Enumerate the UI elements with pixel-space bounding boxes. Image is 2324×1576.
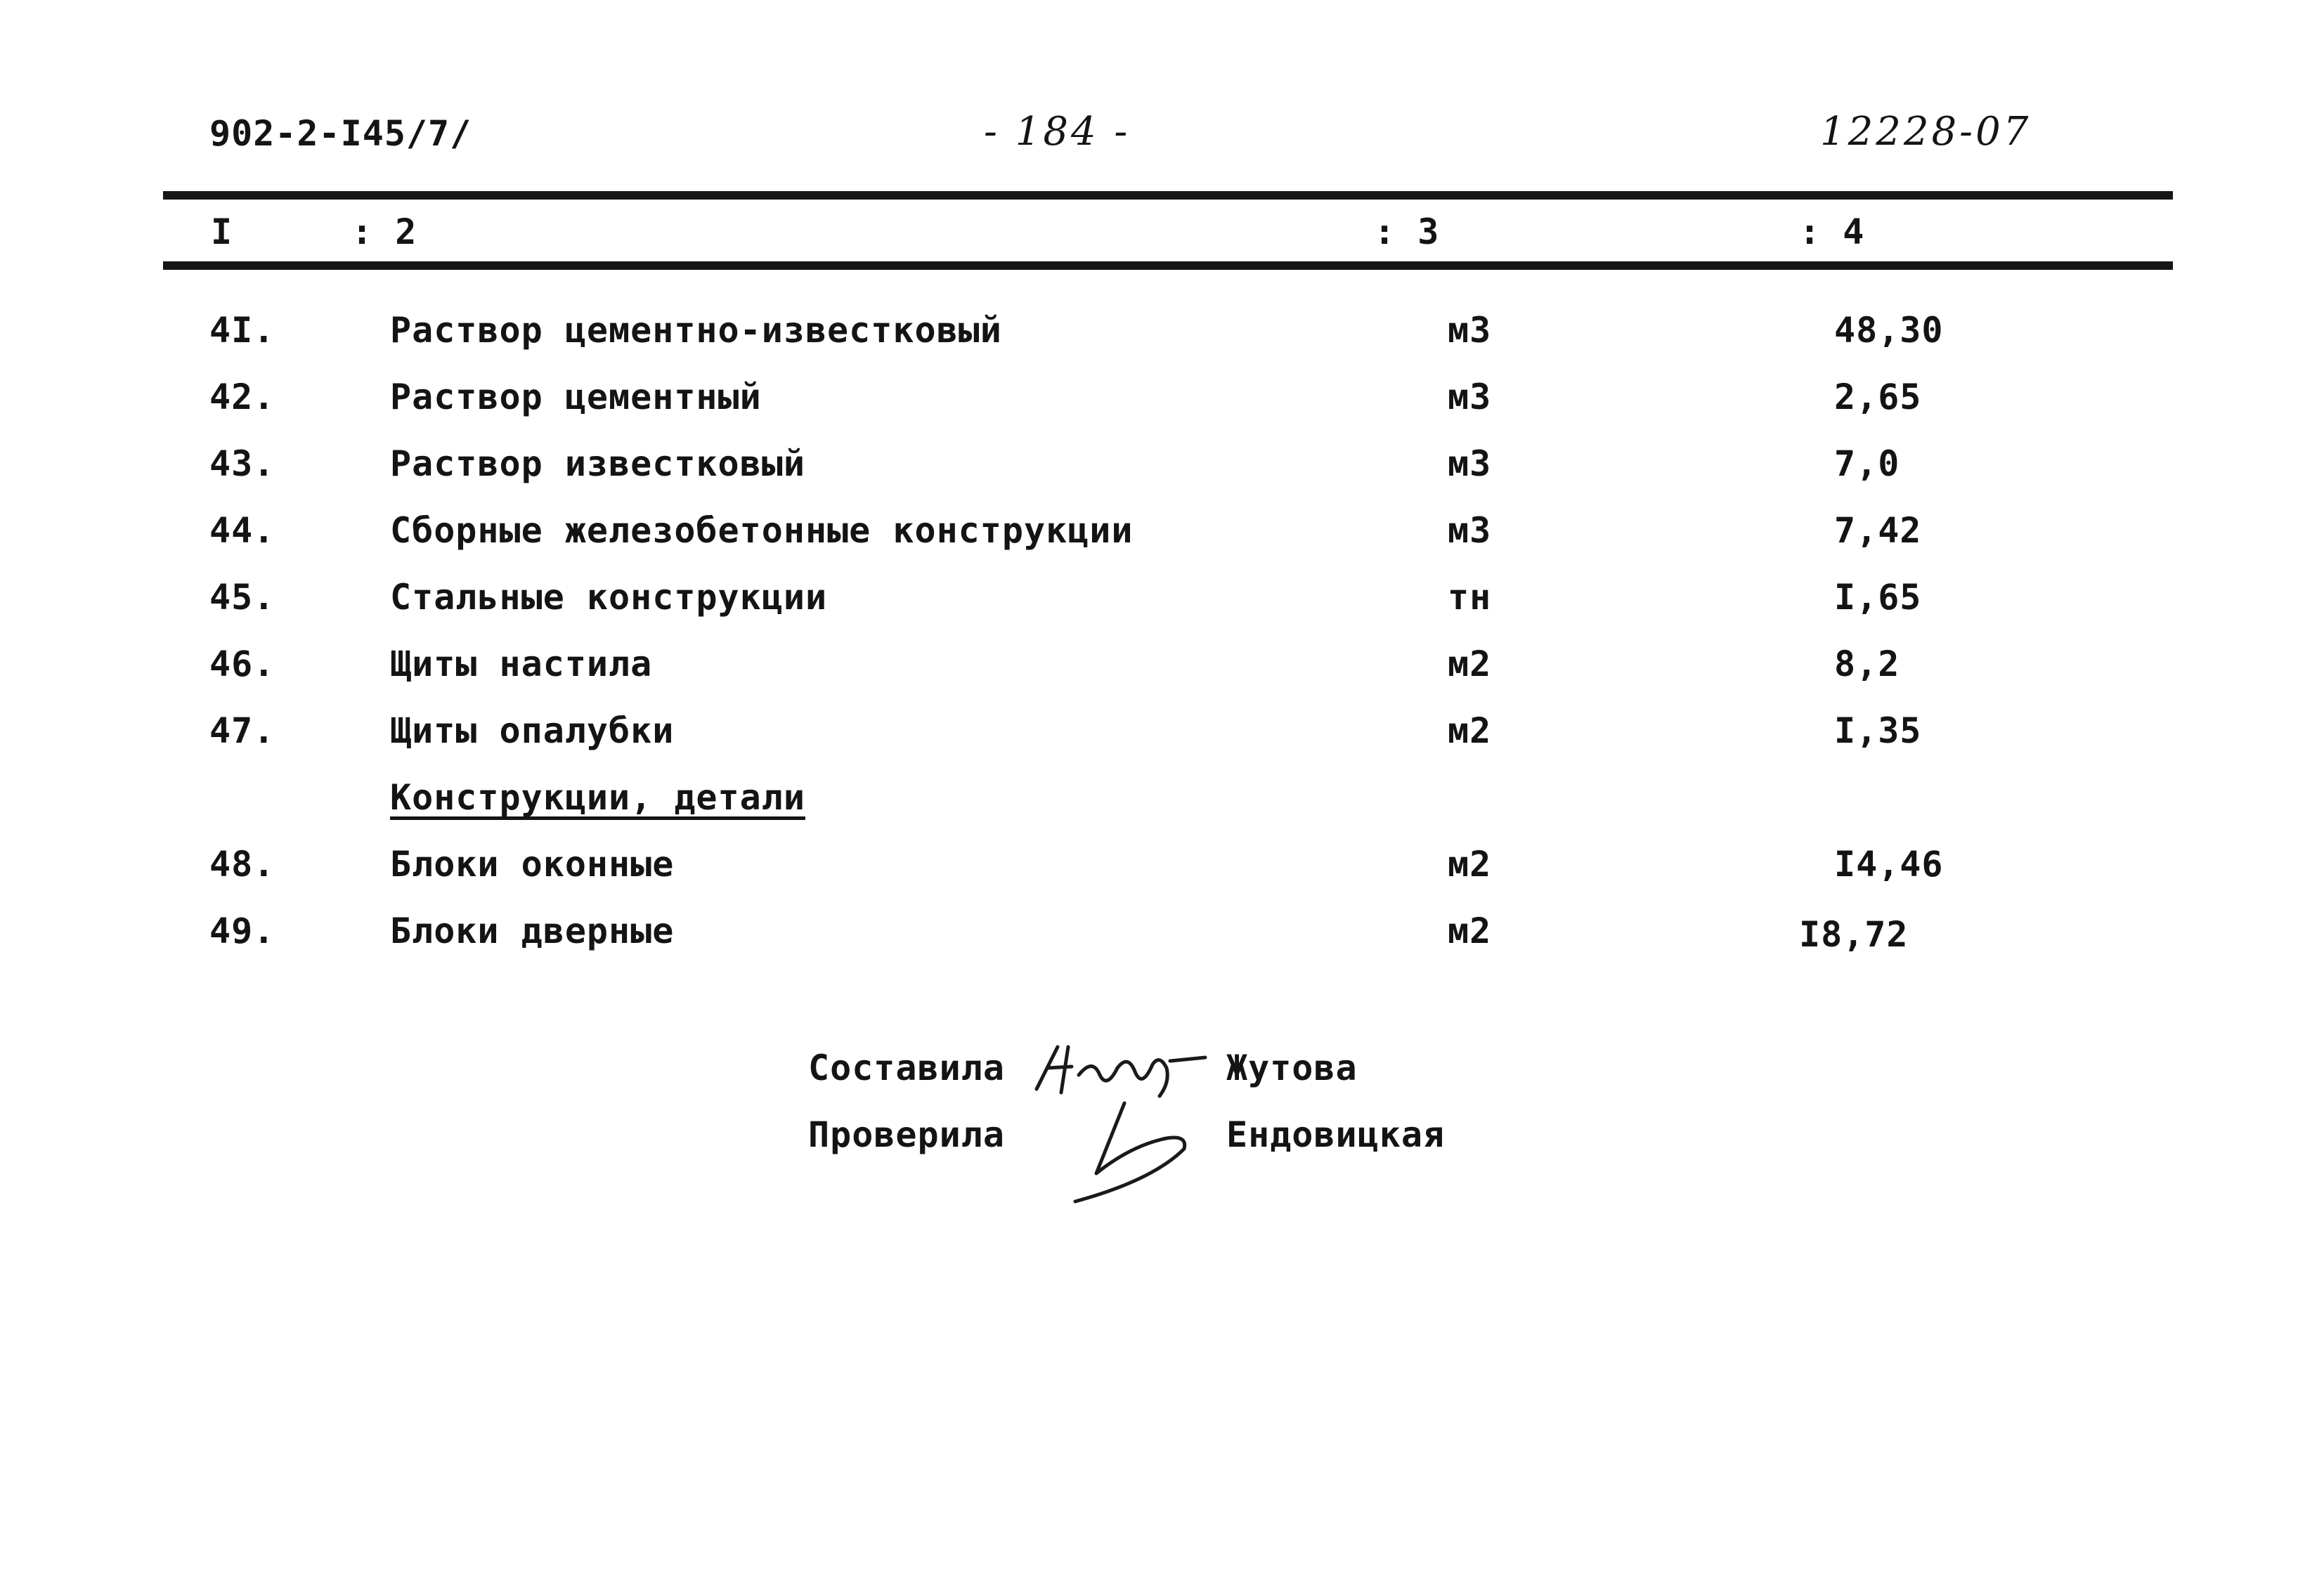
checked-by-label: Проверила (808, 1114, 1005, 1155)
table-top-rule (163, 191, 2173, 200)
column-header-4: : 4 (1799, 211, 1865, 252)
row-quantity: I4,46 (1834, 844, 1944, 885)
section-heading: Конструкции, детали (390, 777, 805, 818)
compiled-by-label: Составила (808, 1048, 1005, 1088)
compiled-by-name: Жутова (1226, 1048, 1358, 1088)
row-unit: м3 (1448, 310, 1492, 351)
row-number: 45. (209, 577, 275, 618)
row-number: 42. (209, 377, 275, 417)
row-number: 43. (209, 443, 275, 484)
row-quantity: I,65 (1834, 577, 1922, 618)
document-code: 902-2-I45/7/ (209, 113, 472, 154)
column-header-3: : 3 (1374, 211, 1440, 252)
row-quantity: 48,30 (1834, 310, 1944, 351)
row-name: Сборные железобетонные конструкции (390, 510, 1134, 551)
row-unit: м3 (1448, 377, 1492, 417)
column-header-1: I (211, 211, 233, 252)
row-quantity: 7,0 (1834, 443, 1900, 484)
column-header-2: : 2 (351, 211, 417, 252)
row-number: 47. (209, 710, 275, 751)
row-unit: м2 (1448, 844, 1492, 885)
row-unit: м3 (1448, 443, 1492, 484)
signature-checked-image (1068, 1096, 1209, 1209)
row-name: Раствор цементно-известковый (390, 310, 1002, 351)
row-name: Блоки дверные (390, 911, 675, 951)
row-number: 48. (209, 844, 275, 885)
row-name: Раствор цементный (390, 377, 762, 417)
row-number: 49. (209, 911, 275, 951)
row-number: 46. (209, 644, 275, 684)
row-quantity: I8,72 (1799, 914, 1909, 955)
row-number: 44. (209, 510, 275, 551)
row-unit: м3 (1448, 510, 1492, 551)
row-name: Щиты опалубки (390, 710, 675, 751)
album-number: 12228-07 (1820, 109, 2032, 155)
row-quantity: 2,65 (1834, 377, 1922, 417)
row-name: Стальные конструкции (390, 577, 828, 618)
row-unit: тн (1448, 577, 1492, 618)
checked-by-name: Ендовицкая (1226, 1114, 1446, 1155)
table-header-bottom-rule (163, 261, 2173, 270)
page-number: - 184 - (984, 109, 1131, 155)
row-number: 4I. (209, 310, 275, 351)
row-quantity: 7,42 (1834, 510, 1922, 551)
row-unit: м2 (1448, 710, 1492, 751)
row-unit: м2 (1448, 911, 1492, 951)
row-name: Блоки оконные (390, 844, 675, 885)
row-name: Щиты настила (390, 644, 653, 684)
row-unit: м2 (1448, 644, 1492, 684)
row-name: Раствор известковый (390, 443, 805, 484)
row-quantity: I,35 (1834, 710, 1922, 751)
row-quantity: 8,2 (1834, 644, 1900, 684)
